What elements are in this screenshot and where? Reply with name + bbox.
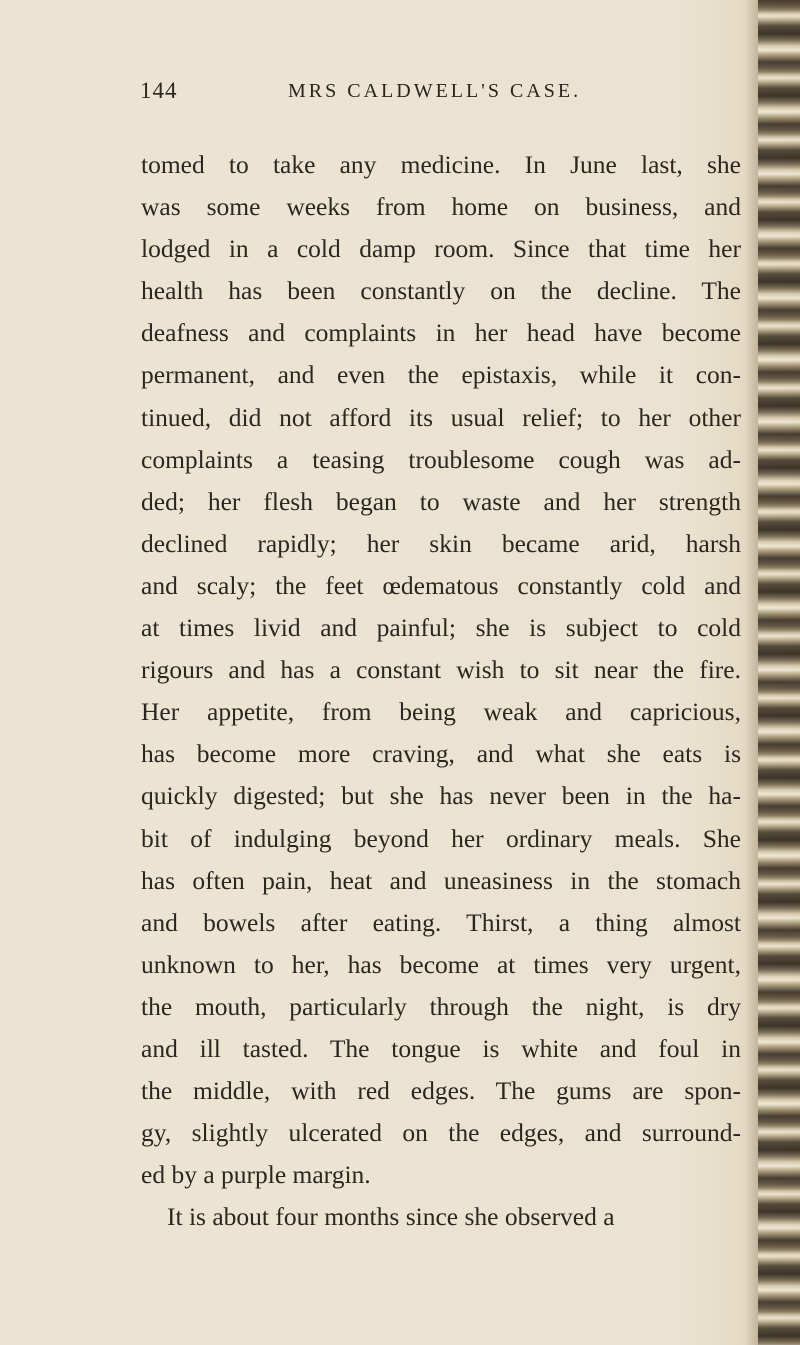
running-title: MRS CALDWELL'S CASE. — [288, 80, 582, 102]
text-line: has become more craving, and what she eats is — [141, 739, 741, 769]
text-line: and scaly; the feet œdematous constantly cold and — [141, 570, 741, 600]
text-line: tomed to take any medicine. In June last, she — [141, 150, 741, 179]
text-line: at times livid and painful; she is subject to cold — [141, 613, 741, 643]
text-line: lodged in a cold damp room. Since that time her — [141, 234, 741, 264]
text-line: permanent, and even the epistaxis, while it con- — [141, 360, 741, 390]
text-line: has often pain, heat and uneasiness in the stomach — [141, 865, 741, 895]
text-line: health has been constantly on the decline. The — [141, 276, 741, 306]
text-line: and ill tasted. The tongue is white and foul in — [141, 1033, 741, 1063]
text-line: quickly digested; but she has never been in the ha- — [141, 781, 741, 811]
text-line: bit of indulging beyond her ordinary meals. She — [141, 823, 741, 853]
text-line: deafness and complaints in her head have become — [141, 318, 741, 348]
page-gutter-shadow — [744, 0, 758, 1345]
page-number: 144 — [140, 78, 178, 103]
text-line: the mouth, particularly through the night, is dry — [141, 991, 741, 1021]
text-line: gy, slightly ulcerated on the edges, and surround- — [141, 1118, 741, 1148]
text-line: rigours and has a constant wish to sit near the fire. — [141, 655, 741, 685]
text-line: ed by a purple margin. — [141, 1160, 371, 1190]
text-line: declined rapidly; her skin became arid, harsh — [141, 528, 741, 558]
text-line: ded; her flesh began to waste and her strength — [141, 486, 741, 516]
text-line: Her appetite, from being weak and capricious, — [141, 697, 741, 727]
text-line: the middle, with red edges. The gums are spon- — [141, 1076, 741, 1106]
text-line: complaints a teasing troublesome cough was ad- — [141, 444, 741, 474]
text-line: was some weeks from home on business, and — [141, 192, 741, 222]
text-line: and bowels after eating. Thirst, a thing almost — [141, 907, 741, 937]
text-line: tinued, did not afford its usual relief; to her other — [141, 402, 741, 432]
page-edge-binding — [758, 0, 800, 1345]
body-text — [141, 144, 741, 1238]
text-line: It is about four months since she observed a — [167, 1202, 615, 1232]
running-head — [140, 78, 760, 108]
text-line: unknown to her, has become at times very urgent, — [141, 949, 741, 979]
